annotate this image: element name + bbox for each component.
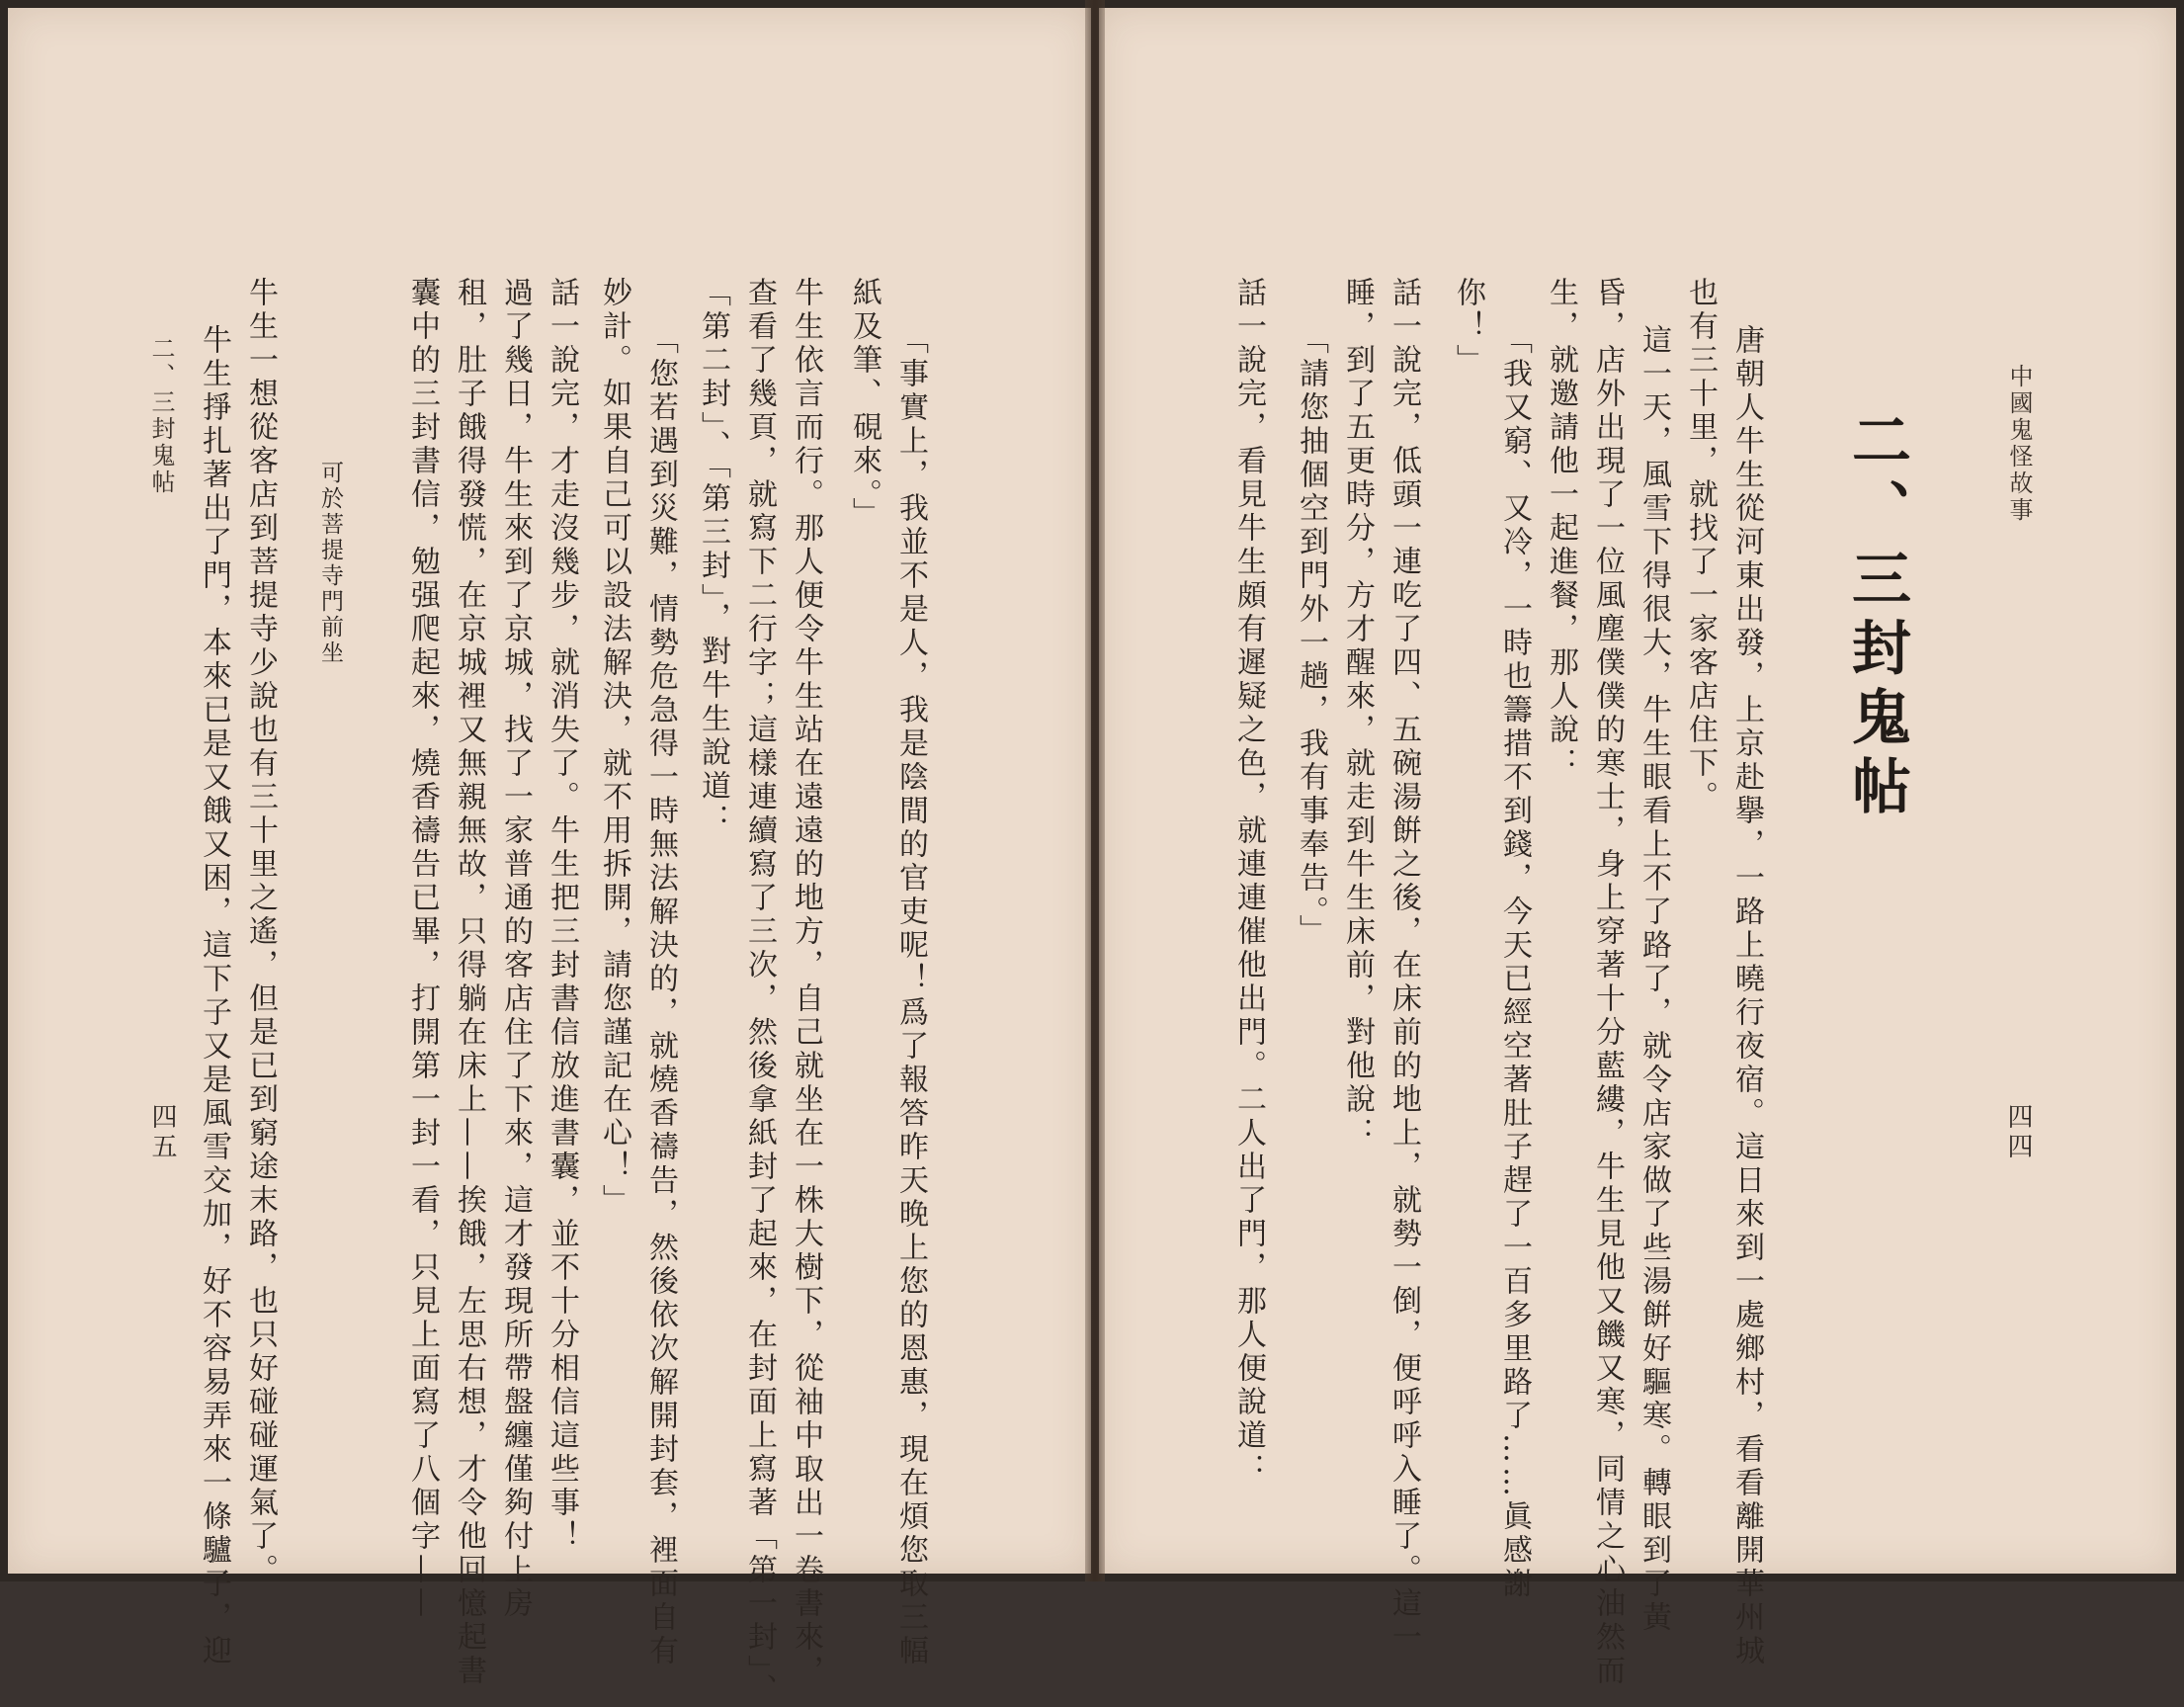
left-column-4: 查看了幾頁，就寫下二行字；這樣連續寫了三次，然後拿紙封了起來，在封面上寫著「第一封」、 — [742, 277, 777, 1707]
right-column-4: 昏，店外出現了一位風塵僕僕的寒士，身上穿著十分藍縷，牛生見他又饑又寒，同情之心油然而 — [1590, 277, 1625, 1688]
left-column-13: 牛生一想從客店到菩提寺少說也有三十里之遙，但是已到窮途末路，也只好碰碰運氣了。 — [243, 277, 278, 1587]
left-column-14: 牛生掙扎著出了門，本來已是又餓又困，這下子又是風雪交加，好不容易弄來一條驢子，迎 — [197, 324, 231, 1668]
right-column-6: 「我又窮、又冷，一時也籌措不到錢，今天已經空著肚子趕了一百多里路了……眞感謝 — [1497, 324, 1532, 1601]
left-column-11: 囊中的三封書信，勉强爬起來，燒香禱告已畢，打開第一封一看，只見上面寫了八個字—— — [405, 277, 440, 1621]
left-column-quote: 可於菩提寺門前坐 — [317, 461, 343, 666]
footer-title: 二、三封鬼帖 — [147, 336, 175, 496]
right-column-2: 也有三十里，就找了一家客店住下。 — [1683, 277, 1718, 814]
book-gutter — [1085, 0, 1105, 1581]
right-column-9: 睡，到了五更時分，方才醒來，就走到牛生床前，對他說： — [1340, 277, 1375, 1151]
left-column-9: 過了幾日，牛生來到了京城，找了一家普通的客店住了下來，這才發現所帶盤纏僅夠付上房 — [498, 277, 533, 1621]
left-column-1: 「事實上，我並不是人，我是陰間的官吏呢！爲了報答昨天晚上您的恩惠，現在煩您取三幅 — [893, 324, 928, 1668]
right-column-3: 這一天，風雪下得很大，牛生眼看上不了路了，就令店家做了些湯餠好驅寒。轉眼到了黃 — [1637, 324, 1671, 1635]
right-column-7: 你！」 — [1451, 277, 1485, 378]
left-column-3: 牛生依言而行。那人便令牛生站在遠遠的地方，自己就坐在一株大樹下，從袖中取出一卷書來， — [789, 277, 823, 1688]
running-header: 中國鬼怪故事 — [2005, 364, 2033, 524]
right-column-8: 話一說完，低頭一連吃了四、五碗湯餠之後，在床前的地上，就勢一倒，便呼呼入睡了。這一 — [1386, 277, 1421, 1655]
right-page-number: 四四 — [2003, 1103, 2033, 1162]
left-column-2: 紙及筆、硯來。」 — [847, 277, 882, 531]
right-column-1: 唐朝人牛生從河東出發，上京赴擧，一路上曉行夜宿。這日來到一處鄉村，看看離開華州城 — [1729, 324, 1764, 1668]
right-column-11: 話一說完，看見牛生頗有遲疑之色，就連連催他出門。二人出了門，那人便說道： — [1231, 277, 1266, 1487]
left-column-7: 妙計。如果自己可以設法解決，就不用拆開，請您謹記在心！」 — [597, 277, 631, 1218]
left-column-5: 「第二封」、「第三封」，對牛生說道： — [696, 277, 730, 837]
left-page-number: 四五 — [147, 1103, 177, 1162]
right-column-5: 生，就邀請他一起進餐，那人說： — [1544, 277, 1578, 781]
left-column-10: 租，肚子餓得發慌，在京城裡又無親無故，只得躺在床上——挨餓，左思右想，才令他回憶起書 — [452, 277, 486, 1688]
left-column-8: 話一說完，才走沒幾步，就消失了。牛生把三封書信放進書囊，並不十分相信這些事！ — [545, 277, 579, 1554]
left-column-6: 「您若遇到災難，情勢危急得一時無法解決的，就燒香禱告，然後依次解開封套，裡面自有 — [643, 324, 678, 1668]
right-column-10: 「請您抽個空到門外一趟，我有事奉告。」 — [1294, 324, 1328, 948]
chapter-title: 二、三封鬼帖 — [1842, 409, 1911, 824]
